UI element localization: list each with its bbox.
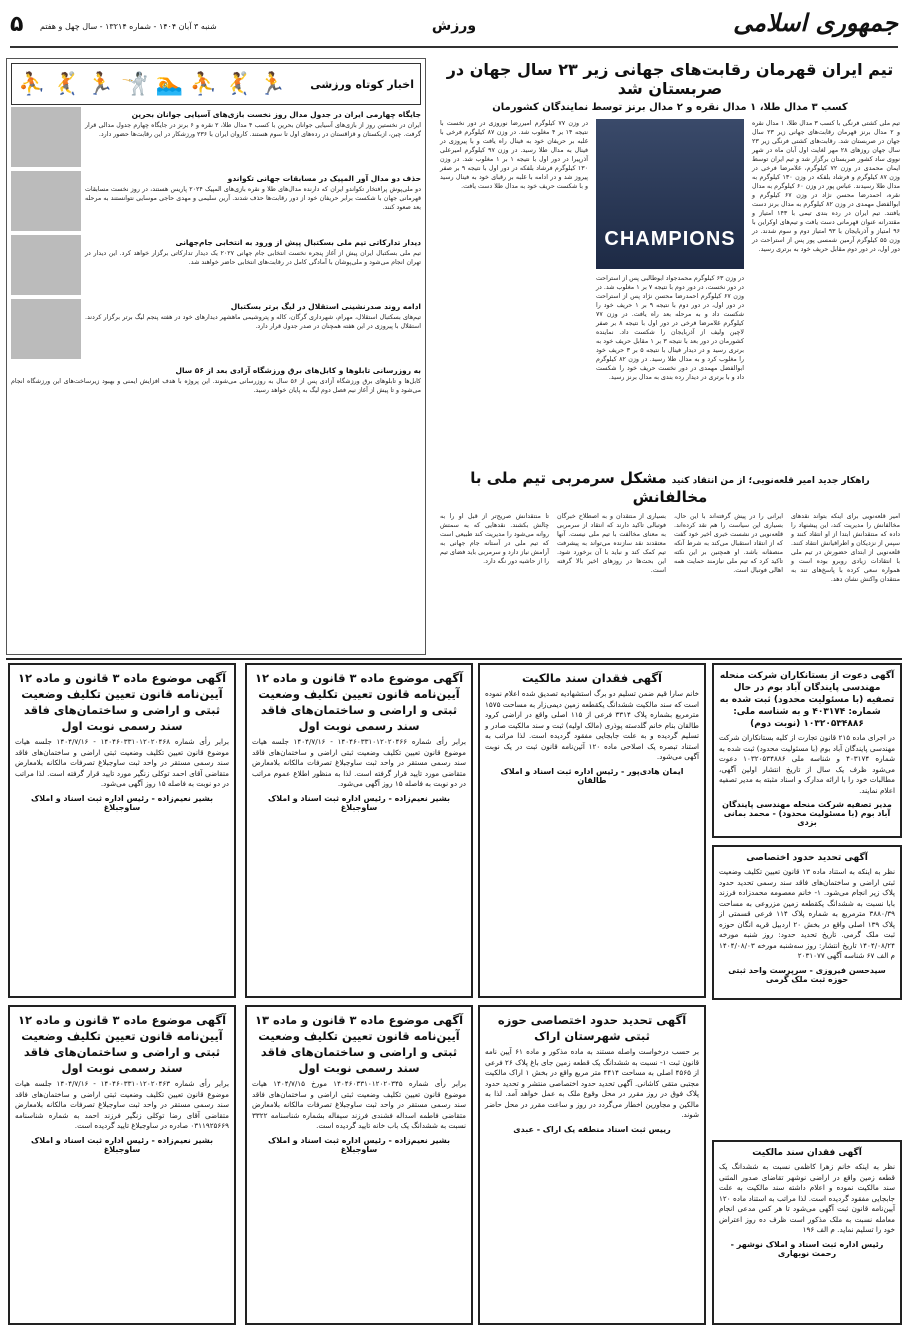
second-article [440, 468, 900, 653]
masthead-logo: جمهوری اسلامی [733, 8, 898, 37]
ad-title: آگهی فقدان سند مالکیت [752, 1148, 862, 1158]
brief-title: دیدار تدارکاتی تیم ملی بسکتبال پیش از ورود به انتخابی جام‌جهانی [175, 238, 421, 247]
brief-item [11, 233, 421, 297]
second-headline: مشکل سرمربی تیم ملی با مخالفانش [470, 469, 708, 506]
ad-title: آگهی موضوع ماده ۳ قانون و ماده ۱۲ آیین‌نامه قانون تعیین تکلیف وضعیت ثبتی و اراضی و ساختمان‌های فاقد سند رسمی نوبت اول [17, 1013, 227, 1075]
brief-item [11, 169, 421, 233]
ad-signature: رییس ثبت اسناد منطقه یک اراک - عبدی [513, 1124, 671, 1134]
brief-item [11, 361, 421, 395]
page-number: ۵ [10, 12, 24, 37]
brief-text: دو ملی‌پوش پرافتخار تکواندو ایران که دارنده مدال‌های طلا و نقره بازی‌های المپیک ۲۰۲۴ پاریس هستند، در روز نخست مسابقات قهرمانی جهان با شکست برابر حریفان خود از دور رقابت‌ها حذف شدند. آرین سلیمی و مهدی حاجی موسایی نتوانستند به مرحله بعد صعود کنند. [85, 186, 421, 211]
briefs-list [11, 105, 421, 395]
legal-ad [8, 663, 236, 998]
briefs-title: اخبار کوتاه ورزشی [310, 77, 414, 91]
brief-item [11, 105, 421, 169]
legal-ad [712, 663, 902, 838]
section-divider [6, 658, 902, 660]
ad-signature: رئیس اداره ثبت اسناد و املاک نوشهر - رحمت نوبهاری [730, 1239, 884, 1258]
brief-item [11, 297, 421, 361]
lead-headline: تیم ایران قهرمان رقابت‌های جهانی زیر ۲۳ سال جهان در صربستان شد [446, 60, 894, 98]
legal-ad [245, 1005, 473, 1325]
brief-text: تیم ملی بسکتبال ایران پیش از آغاز پنجره نخست انتخابی جام جهانی ۲۰۲۷ یک دیدار تدارکاتی برگزار خواهد کرد. این دیدار در تهران انجام می‌شود و ملی‌پوشان با آمادگی کامل در رقابت‌های انتخابی حاضر خواهند شد. [85, 250, 421, 266]
ad-text: نظر به اینکه خانم زهرا کاظمی نسبت به ششدانگ یک قطعه زمین واقع در اراضی نوشهر تقاضای صدور المثنی سند مالکیت نموده و اعلام داشته سند مالکیت به علت جابجایی مفقود گردیده است. لذا مراتب به استناد ماده ۱۲۰ آیین‌نامه قانون ثبت آگهی می‌شود تا هر کس مدعی انجام معامله نسبت به ملک مذکور است ظرف ده روز اعتراض خود را تسلیم نماید. م الف ۱۹۶ [719, 1162, 895, 1234]
lead-col-2: در وزن ۶۳ کیلوگرم محمدجواد ابوطالبی پس از استراحت در دور نخست، در دور دوم با نتیجه ۷ بر ۱ مغلوب شد. در وزن ۶۷ کیلوگرم احمدرضا محسن نژاد پس از استراحت در دور اول، در دور دوم با نتیجه ۹ بر ۱ حریف خود را شکست داد و به مرحله بعد راه یافت. در وزن ۷۷ کیلوگرم غلامرضا فرخی در دور اول با نتیجه ۸ بر صفر لاچین ولیف از آذربایجان را شکست داد. نماینده کشورمان در دور بعد با نتیجه ۳ بر ۱ مقابل حریف خود به برتری رسید و در دیدار فینال با نتیجه ۵ بر ۳ حریف خود را مغلوب کرد و به مدال طلا رسید. در وزن ۸۲ کیلوگرم ابوالفضل مهمدی در دور نخست حریف خود را شکست داد و با برتری در دیدار رده بندی به مدال برنز رسید. [596, 275, 745, 381]
ad-text: بر حسب درخواست واصله مستند به ماده مذکور و ماده ۶۱ آیین نامه قانون ثبت ۱- نسبت به ششدانگ یک قطعه زمین جای باغ پلاک ۲۶ فرعی از ۴۵۶۵ اصلی به مساحت ۴۴۱۴ متر مربع واقع در بخش ۱ اراک مالکیت مجتبی متقی کاشانی. آگهی تحدید حدود اختصاصی منتشر و تحدید حدود پلاک فوق در روز مقرر در محل وقوع ملک به عمل خواهد آمد. لذا به مالکین و مجاورین اخطار می‌گردد در روز و ساعت مقرر در محل حاضر شوند. [485, 1047, 700, 1119]
brief-title: ادامه روند صدرنشینی استقلال در لیگ برتر بسکتبال [230, 302, 421, 311]
legal-ad [712, 1140, 902, 1325]
dateline: شنبه ۳ آبان ۱۴۰۴ - شماره ۱۳۲۱۴ - سال چهل و هفتم [40, 22, 217, 31]
brief-photo [11, 235, 81, 295]
second-col-4: تا منتقدانش صریح‌تر از قبل او را به چالش بکشند. نقدهایی که به سمتش روانه می‌شود را مدیریت کند طبیعی است که تیم ملی در آستانه جام جهانی به آرامش نیاز دارد و سرمربی باید فضای تیم را از حاشیه دور نگه دارد. [440, 513, 549, 565]
ad-title: آگهی دعوت از بستانکاران شرکت منحله مهندسی پایندگان آباد بوم در حال تصفیه (با مسئولیت محدود) ثبت شده به شماره: ۴۰۳۱۷۴ و به شناسه ملی: ۱۰۳۲۰۵۳۴۸۸۶ (نوبت دوم) [719, 671, 895, 729]
photo-caption: CHAMPIONS [604, 228, 736, 250]
legal-ad [712, 845, 902, 1000]
sports-briefs [6, 58, 426, 655]
ad-text: برابر رأی شماره ۱۴۰۴۶۰۳۳۱۰۱۲۰۲۰۴۶۶ - ۱۴۰۴/۷/۱۶ جلسه هیات موضوع قانون تعیین تکلیف وضعیت ثبتی اراضی و ساختمان‌های فاقد سند رسمی مستقر در واحد ثبت ساوجبلاغ تصرفات مالکانه بلامعارض متقاضی مورد تایید قرار گرفته است. لذا به منظور اطلاع عموم مراتب در دو نوبت به فاصله ۱۵ روز آگهی می‌شود. [252, 737, 466, 788]
lead-col-1: تیم ملی کشتی فرنگی با کسب ۳ مدال طلا، ۱ مدال نقره و ۲ مدال برنز قهرمان رقابت‌های جهانی زیر ۲۳ سال جهان در صربستان شد. رقابت‌های کشتی فرنگی زیر ۲۳ سال جهان روزهای ۲۸ مهر لغایت اول آبان ماه در شهر نووی ساد کشور صربستان برگزار شد و تیم ایران توسط ایمان محمدی در وزن ۷۲ کیلوگرم، غلامرضا فرخی در وزن ۸۷ کیلوگرم و فرشاد بلفکه در وزن ۱۳۰ کیلوگرم به مدال طلا رسیدند. عباس پور در وزن ۶۰ کیلوگرم به مدال نقره، احمدرضا محسن نژاد در وزن ۶۷ کیلوگرم و ابوالفضل مهمدی در وزن ۸۲ کیلوگرم به مدال برنز دست یافتند. تیم ایران در رده بندی تیمی با ۱۴۳ امتیاز و مقتدرانه عنوان قهرمانی دست یافت و تیم‌های اوکراین با ۹۶ امتیاز و آذربایجان با ۹۳ امتیاز دوم و سوم شدند. در وزن ۵۵ کیلوگرم آرمین شمسی پور پس از استراحت در دور اول، در دور دوم مقابل حریف خود به برتری رسید. [752, 120, 901, 253]
second-col-1: امیر قلعه‌نویی برای اینکه بتواند نقدهای مخالفانش را مدیریت کند، این پیشنهاد را داده که منتقدانش ابتدا از او انتقاد کنند و سپس از نزدیکان و اطرافیانش انتقاد کنند. قلعه‌نویی از ابتدای حضورش در تیم ملی با انتقادات زیادی روبرو بوده است و همواره سعی کرده با پاسخ‌های تند به منتقدان واکنش نشان دهد. [791, 513, 900, 583]
second-kicker: راهکار جدید امیر قلعه‌نویی؛ از من انتقاد کنید [671, 476, 870, 486]
lead-col-3: در وزن ۷۷ کیلوگرم امیررضا نوروزی در دور نخست با نتیجه ۱۴ بر ۴ مغلوب شد. در وزن ۸۷ کیلوگرم فرخی با غلبه بر حریفان خود به فینال راه یافت و با پیروزی در فینال به مدال طلا رسید. در وزن ۹۷ کیلوگرم امیرعلی آذرپیرا در دور اول با نتیجه ۱ بر ۱ مغلوب شد. در وزن ۱۳۰ کیلوگرم فرشاد بلفکه در دور اول با نتیجه ۹ بر صفر پیروز شد و در ادامه با غلبه بر رقبای خود به فینال رسید و با شکست حریف خود به مدال طلا دست یافت. [440, 120, 589, 190]
ad-title: آگهی موضوع ماده ۳ قانون و ماده ۱۲ آیین‌نامه قانون تعیین تکلیف وضعیت ثبتی و اراضی و ساختمان‌های فاقد سند رسمی نوبت اول [254, 671, 464, 733]
ad-title: آگهی تحدید حدود اختصاصی [746, 853, 868, 863]
lead-article [440, 60, 900, 460]
section-title: ورزش [431, 18, 477, 34]
ad-text: برابر رأی شماره ۱۴۰۴۶۰۳۳۱۰۱۲۰۲۰۳۴۵ مورخ ۱۴۰۴/۷/۱۵ هیات موضوع قانون تعیین تکلیف وضعیت ثبتی اراضی و ساختمان‌های فاقد سند رسمی مستقر در واحد ثبت ساوجبلاغ تصرفات مالکانه بلامعارض متقاضی فاطمه اسداله فشندی فرزند سیفاله بشماره شناسنامه ۳۳۲۲ نسبت به ششدانگ یک باب خانه تایید گردیده است. [252, 1079, 466, 1130]
brief-photo [11, 107, 81, 167]
athletes-icon: 🏃 🤾 ⛹ 🏊 🤺 🏃 🤾 ⛹ [18, 71, 287, 97]
brief-photo [11, 171, 81, 231]
legal-ad [245, 663, 473, 998]
ad-signature: بشیر نعیم‌زاده - رئیس اداره ثبت اسناد و املاک ساوجبلاغ [31, 1135, 213, 1154]
second-col-2: ایرانی را در پیش گرفته‌اند با این حال، بسیاری این سیاست را هم نقد کرده‌اند. قلعه‌نویی در نشست خبری اخیر خود گفت که از انتقاد استقبال می‌کند به شرط آنکه منصفانه باشد. او همچنین بر این نکته تاکید کرد که تیم ملی نیازمند حمایت همه اهالی فوتبال است. [674, 513, 783, 574]
ad-signature: بشیر نعیم‌زاده - رئیس اداره ثبت اسناد و املاک ساوجبلاغ [268, 793, 450, 812]
ad-signature: مدیر تصفیه شرکت منحله مهندسی پایندگان آباد بوم (با مسئولیت محدود) - محمد بمانی بزدی [722, 800, 892, 827]
ad-text: برابر رأی شماره ۱۴۰۴۶۰۳۳۱۰۱۲۰۲۰۴۶۳ - ۱۴۰۴/۷/۱۶ جلسه هیات موضوع قانون تعیین تکلیف وضعیت ثبتی اراضی و ساختمان‌های فاقد سند رسمی مستقر در واحد ثبت ساوجبلاغ تصرفات مالکانه بلامعارض متقاضی آقای رضا توکلی زنگیر فرزند احمد به شماره شناسنامه ۰۳۱۱۹۲۵۶۶۹ صادره در ساوجبلاغ تایید گردیده است. [15, 1079, 229, 1130]
ad-title: آگهی تحدید حدود اختصاصی حوزه ثبتی شهرستان اراک [497, 1013, 687, 1043]
champions-photo [596, 119, 744, 269]
ad-signature: بشیر نعیم‌زاده - رئیس اداره ثبت اسناد و املاک ساوجبلاغ [31, 793, 213, 812]
ad-text: نظر به اینکه به استناد ماده ۱۳ قانون تعیین تکلیف وضعیت ثبتی اراضی و ساختمان‌های فاقد سند رسمی تحدید حدود پلاک زیر انجام می‌شود. ۱- خانم معصومه محمدزاده فرزند بابا نسبت به ششدانگ یکقطعه زمین مزروعی به مساحت ۳۸۸۰/۳۹ مترمربع به شماره پلاک ۱۱۴ فرعی قسمتی از پلاک ۱۳۹ اصلی واقع در بخش ۲۰ اردبیل قریه انگان حوزه ثبت ملک گرمی. تاریخ تحدید حدود: روز شنبه مورخه ۱۴۰۴/۰۸/۲۴ تاریخ انتشار: روز سه‌شنبه مورخه ۱۴۰۴/۰۸/۰۳ م الف ۶۷ شناسه آگهی ۲۰۳۱۰۷۷ [719, 867, 895, 960]
ad-title: آگهی فقدان سند مالکیت [521, 671, 663, 685]
ad-title: آگهی موضوع ماده ۳ قانون و ماده ۱۳ آیین‌نامه قانون تعیین تکلیف وضعیت ثبتی و اراضی و ساختمان‌های فاقد سند رسمی نوبت اول [254, 1013, 464, 1075]
brief-text: کابل‌ها و تابلوهای برق ورزشگاه آزادی پس از ۵۶ سال به روزرسانی می‌شوند. این پروژه با هدف افزایش ایمنی و بهبود زیرساخت‌های این ورزشگاه انجام می‌شود و تا پیش از آغاز نیم فصل دوم لیگ به پایان خواهد رسید. [11, 378, 421, 394]
brief-text: ایران در نخستین روز از بازی‌های آسیایی جوانان بحرین با کسب ۴ مدال طلا، ۲ نقره و ۶ برنز در جایگاه چهارم جدول مدالی قرار گرفت. چین، ازبکستان و قزاقستان در رده‌های اول تا سوم هستند. کاروان ایران با ۲۳۶ ورزشکار در این رقابت‌ها حضور دارد. [85, 122, 421, 138]
ad-text: برابر رأی شماره ۱۴۰۴۶۰۳۳۱۰۱۲۰۲۰۴۶۸ - ۱۴۰۴/۷/۱۶ جلسه هیات موضوع قانون تعیین تکلیف وضعیت ثبتی اراضی و ساختمان‌های فاقد سند رسمی مستقر در واحد ثبت ساوجبلاغ تصرفات مالکانه بلامعارض متقاضی آقای احمد توکلی زنگیر مورد تایید قرار گرفته است. لذا مراتب در دو نوبت به فاصله ۱۵ روز آگهی می‌شود. [15, 737, 229, 788]
ad-signature: سیدحسن فیروزی - سرپرست واحد ثبتی حوزه ثبت ملک گرمی [728, 965, 886, 984]
legal-ad [478, 663, 706, 998]
brief-title: به روزرسانی تابلوها و کابل‌های برق ورزشگاه آزادی بعد از ۵۶ سال [175, 366, 421, 375]
page-header [10, 8, 898, 48]
brief-title: حذف دو مدال آور المپیک در مسابقات جهانی تکواندو [227, 174, 421, 183]
second-col-3: بسیاری از منتقدان و به اصطلاح خبرگان فوتبالی تاکید دارند که انتقاد از سرمربی به معنای مخالفت با تیم ملی نیست. آنها معتقدند نقد سازنده می‌تواند به پیشرفت تیم کمک کند و نباید با آن برخورد شود. این بحث‌ها در روزهای اخیر بالا گرفته است. [557, 513, 666, 574]
ad-signature: ایمان هادی‌پور - رئیس اداره ثبت اسناد و املاک طالقان [500, 766, 684, 785]
briefs-banner [11, 63, 421, 105]
ad-text: در اجرای ماده ۲۱۵ قانون تجارت از کلیه بستانکاران شرکت مهندسی پایندگان آباد بوم (با مسئولیت محدود) ثبت شده به شماره ۴۰۳۱۷۴ و شناسه ملی ۱۰۳۲۰۵۳۴۸۸۶ دعوت می‌شود ظرف یک سال از تاریخ انتشار اولین آگهی، مطالبات خود را با ارائه مدارک و اسناد مثبته به مدیر تصفیه اعلام نمایند. [719, 733, 895, 795]
ad-text: خانم سارا قیم ضمن تسلیم دو برگ استشهادیه تصدیق شده اعلام نموده است که سند مالکیت ششدانگ یکقطعه زمین دیمی‌زار به مساحت ۱۵۷۵ مترمربع بشماره پلاک ۳۳۱۴ فرعی از ۱۱۵ اصلی واقع در اراضی کرود طالقان بنام خانم گلدسته پوذری (مالک اولیه) ثبت و سند مالکیت صادر و تسلیم گردیده و به علت جابجایی مفقود گردیده است. لذا مراتب به استناد تبصره یک اصلاحی ماده ۱۲۰ آئین‌نامه قانون ثبت در یک نوبت آگهی می‌شود. [485, 689, 699, 761]
lead-subheadline: کسب ۳ مدال طلا، ۱ مدال نقره و ۲ مدال برنز توسط نمایندگان کشورمان [492, 102, 848, 113]
ad-signature: بشیر نعیم‌زاده - رئیس اداره ثبت اسناد و املاک ساوجبلاغ [268, 1135, 450, 1154]
brief-title: جایگاه چهارمی ایران در جدول مدال روز نخست بازی‌های آسیایی جوانان بحرین [131, 110, 421, 119]
ad-title: آگهی موضوع ماده ۳ قانون و ماده ۱۲ آیین‌نامه قانون تعیین تکلیف وضعیت ثبتی و اراضی و ساختمان‌های فاقد سند رسمی نوبت اول [17, 671, 227, 733]
brief-text: تیم‌های بسکتبال استقلال، مهرام، شهرداری گرگان، کاله و پتروشیمی ماهشهر دیدارهای خود در هفته پنجم لیگ برتر برگزار کردند. استقلال با پیروزی در این هفته همچنان در صدر جدول قرار دارد. [85, 314, 421, 330]
legal-ad [8, 1005, 236, 1325]
brief-photo [11, 299, 81, 359]
legal-ad [478, 1005, 706, 1325]
